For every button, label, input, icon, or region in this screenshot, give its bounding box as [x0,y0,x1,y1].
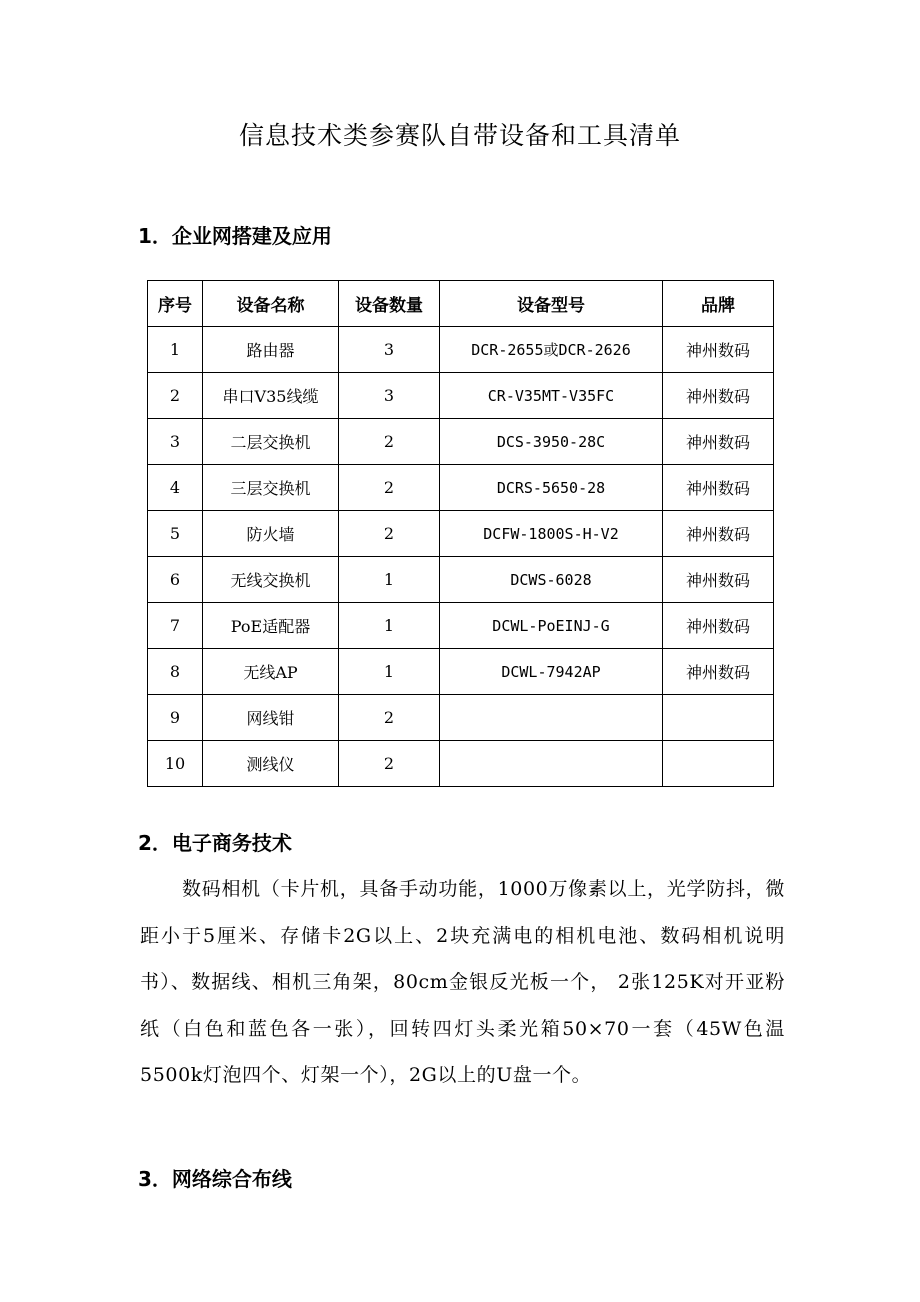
cell-name: 串口V35线缆 [203,373,339,419]
cell-brand: 神州数码 [663,373,774,419]
cell-name: PoE适配器 [203,603,339,649]
cell-quantity: 2 [339,465,440,511]
cell-index: 1 [148,327,203,373]
cell-quantity: 2 [339,419,440,465]
header-brand: 品牌 [663,281,774,327]
cell-model: DCS-3950-28C [440,419,663,465]
table-row [148,741,774,787]
cell-name: 三层交换机 [203,465,339,511]
cell-model [440,695,663,741]
section-number: 2． [138,831,172,855]
cell-brand [663,695,774,741]
section-title: 网络综合布线 [171,1167,292,1191]
table-row [148,557,774,603]
cell-index: 3 [148,419,203,465]
cell-index: 6 [148,557,203,603]
cell-brand [663,741,774,787]
table-row [148,419,774,465]
cell-quantity: 1 [339,649,440,695]
cell-model: DCR-2655或DCR-2626 [440,327,663,373]
cell-brand: 神州数码 [663,649,774,695]
cell-model [440,741,663,787]
cell-model: DCWS-6028 [440,557,663,603]
table-header-row [148,281,774,327]
cell-quantity: 1 [339,557,440,603]
header-name: 设备名称 [203,281,339,327]
section-heading-1 [138,220,332,249]
cell-name: 路由器 [203,327,339,373]
cell-name: 网线钳 [203,695,339,741]
cell-name: 无线交换机 [203,557,339,603]
cell-brand: 神州数码 [663,603,774,649]
cell-index: 5 [148,511,203,557]
cell-quantity: 3 [339,373,440,419]
header-index: 序号 [148,281,203,327]
cell-index: 4 [148,465,203,511]
table-row [148,695,774,741]
cell-model: CR-V35MT-V35FC [440,373,663,419]
cell-index: 9 [148,695,203,741]
cell-index: 8 [148,649,203,695]
cell-brand: 神州数码 [663,557,774,603]
section-heading-3 [138,1163,292,1192]
section-number: 3． [138,1167,172,1191]
cell-index: 7 [148,603,203,649]
table-row [148,603,774,649]
section-number: 1． [138,224,172,248]
equipment-table [147,280,774,787]
cell-name: 测线仪 [203,741,339,787]
cell-model: DCFW-1800S-H-V2 [440,511,663,557]
table-row [148,511,774,557]
cell-name: 二层交换机 [203,419,339,465]
header-model: 设备型号 [440,281,663,327]
section-heading-2 [138,827,292,856]
cell-model: DCWL-7942AP [440,649,663,695]
cell-quantity: 3 [339,327,440,373]
header-quantity: 设备数量 [339,281,440,327]
table-row [148,649,774,695]
table-row [148,327,774,373]
cell-quantity: 2 [339,511,440,557]
section-title: 企业网搭建及应用 [171,224,332,248]
cell-brand: 神州数码 [663,419,774,465]
cell-index: 10 [148,741,203,787]
cell-model: DCRS-5650-28 [440,465,663,511]
cell-name: 防火墙 [203,511,339,557]
cell-quantity: 2 [339,741,440,787]
table-row [148,465,774,511]
cell-quantity: 2 [339,695,440,741]
table-row [148,373,774,419]
ecommerce-equipment-paragraph: 数码相机（卡片机，具备手动功能，1000万像素以上，光学防抖，微距小于5厘米、存储卡2G以上、2块充满电的相机电池、数码相机说明书）、数据线、相机三角架，80cm金银反光板一个， 2张125K对开亚粉纸（白色和蓝色各一张），回转四灯头柔光箱50×70一套（45W色温5500k灯泡四个、灯架一个），2G以上的U盘一个。 [140,878,785,1086]
cell-brand: 神州数码 [663,465,774,511]
cell-index: 2 [148,373,203,419]
page-title: 信息技术类参赛队自带设备和工具清单 [238,121,681,150]
section-title: 电子商务技术 [171,831,292,855]
cell-brand: 神州数码 [663,511,774,557]
cell-name: 无线AP [203,649,339,695]
cell-model: DCWL-PoEINJ-G [440,603,663,649]
cell-brand: 神州数码 [663,327,774,373]
cell-quantity: 1 [339,603,440,649]
